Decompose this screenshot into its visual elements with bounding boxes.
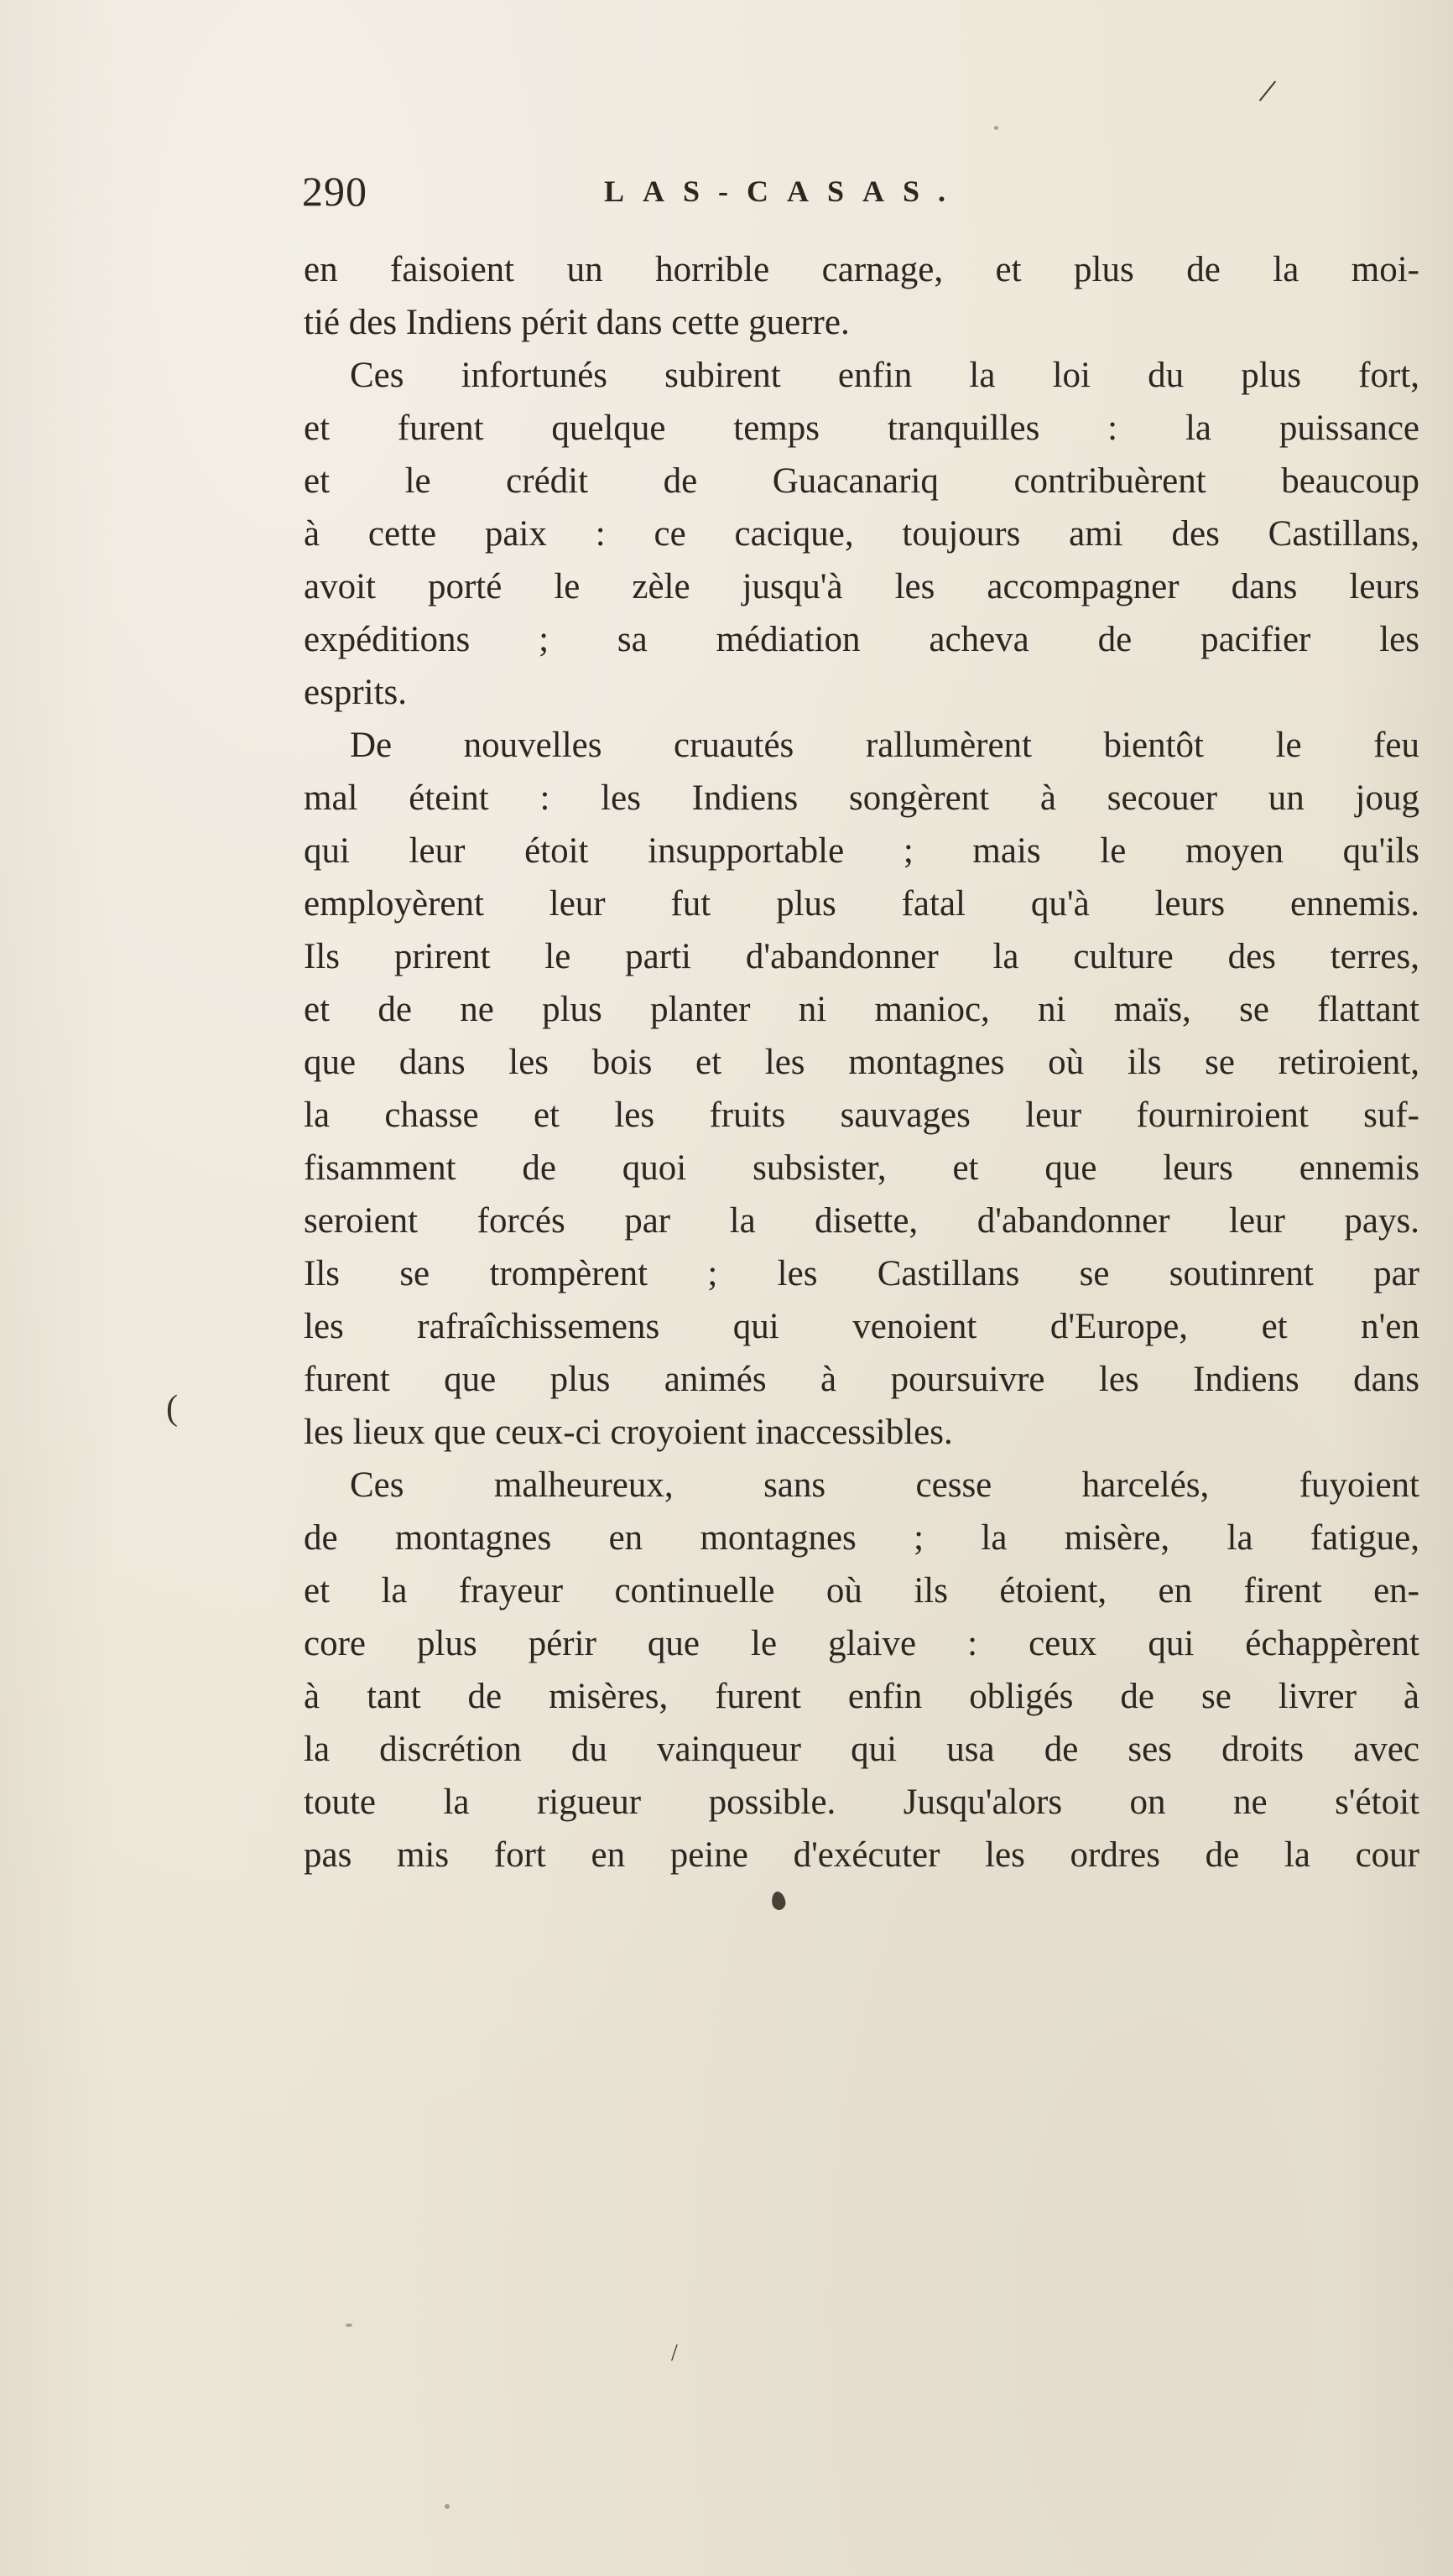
text-line: les rafraîchissemens qui venoient d'Europe, et n'en xyxy=(304,1307,1419,1346)
text-line: en faisoient un horrible carnage, et plus de la moi- xyxy=(304,250,1419,289)
text-line: et le crédit de Guacanariq contribuèrent beaucoup xyxy=(304,461,1419,501)
page-number: 290 xyxy=(302,168,367,215)
text-line: furent que plus animés à poursuivre les Indiens dans xyxy=(304,1360,1419,1399)
text-line: les lieux que ceux-ci croyoient inaccessibles. xyxy=(304,1413,953,1452)
text-line: de montagnes en montagnes ; la misère, la fatigue, xyxy=(304,1518,1419,1558)
paper-speck xyxy=(994,126,998,130)
text-line: De nouvelles cruautés rallumèrent bientôt le feu xyxy=(350,726,1419,765)
margin-tick-mark: ( xyxy=(166,1389,178,1428)
text-line: pas mis fort en peine d'exécuter les ordres de la cour xyxy=(304,1835,1419,1875)
text-line: Ils prirent le parti d'abandonner la culture des terres, xyxy=(304,937,1419,976)
margin-tick-mark: / xyxy=(671,2340,678,2366)
paper-speck xyxy=(346,2324,352,2327)
text-line: toute la rigueur possible. Jusqu'alors on ne s'étoit xyxy=(304,1782,1419,1822)
text-line: à cette paix : ce cacique, toujours ami des Castillans, xyxy=(304,514,1419,554)
paper-speck xyxy=(445,2504,450,2509)
page-header xyxy=(302,166,1141,216)
text-line: fisamment de quoi subsister, et que leurs ennemis xyxy=(304,1148,1419,1188)
text-line: et la frayeur continuelle où ils étoient, en firent en- xyxy=(304,1571,1419,1611)
text-line: tié des Indiens périt dans cette guerre. xyxy=(304,303,850,342)
text-line: expéditions ; sa médiation acheva de pacifier les xyxy=(304,620,1419,659)
text-line: que dans les bois et les montagnes où ils se retiroient, xyxy=(304,1043,1419,1082)
ink-blot-mark xyxy=(770,1891,787,1911)
text-line: à tant de misères, furent enfin obligés de se livrer à xyxy=(304,1677,1419,1716)
text-line: esprits. xyxy=(304,673,408,712)
text-line: employèrent leur fut plus fatal qu'à leurs ennemis. xyxy=(304,884,1419,924)
text-line: la discrétion du vainqueur qui usa de ses droits avec xyxy=(304,1730,1419,1769)
running-head: LAS-CASAS. xyxy=(604,174,965,208)
text-line: Ces malheureux, sans cesse harcelés, fuyoient xyxy=(350,1465,1419,1505)
text-line: mal éteint : les Indiens songèrent à secouer un joug xyxy=(304,778,1419,818)
text-line: avoit porté le zèle jusqu'à les accompagner dans leurs xyxy=(304,567,1419,606)
text-line: Ces infortunés subirent enfin la loi du plus fort, xyxy=(350,356,1419,395)
margin-tick-mark: / xyxy=(1256,71,1279,112)
text-line: et furent quelque temps tranquilles : la puissance xyxy=(304,409,1419,448)
text-line: core plus périr que le glaive : ceux qui échappèrent xyxy=(304,1624,1419,1663)
text-line: qui leur étoit insupportable ; mais le moyen qu'ils xyxy=(304,831,1419,871)
body-text xyxy=(304,243,1419,1881)
text-line: et de ne plus planter ni manioc, ni maïs, se flattant xyxy=(304,990,1419,1029)
text-line: la chasse et les fruits sauvages leur fourniroient suf- xyxy=(304,1095,1419,1135)
text-line: Ils se trompèrent ; les Castillans se soutinrent par xyxy=(304,1254,1419,1293)
text-line: seroient forcés par la disette, d'abandonner leur pays. xyxy=(304,1201,1419,1241)
